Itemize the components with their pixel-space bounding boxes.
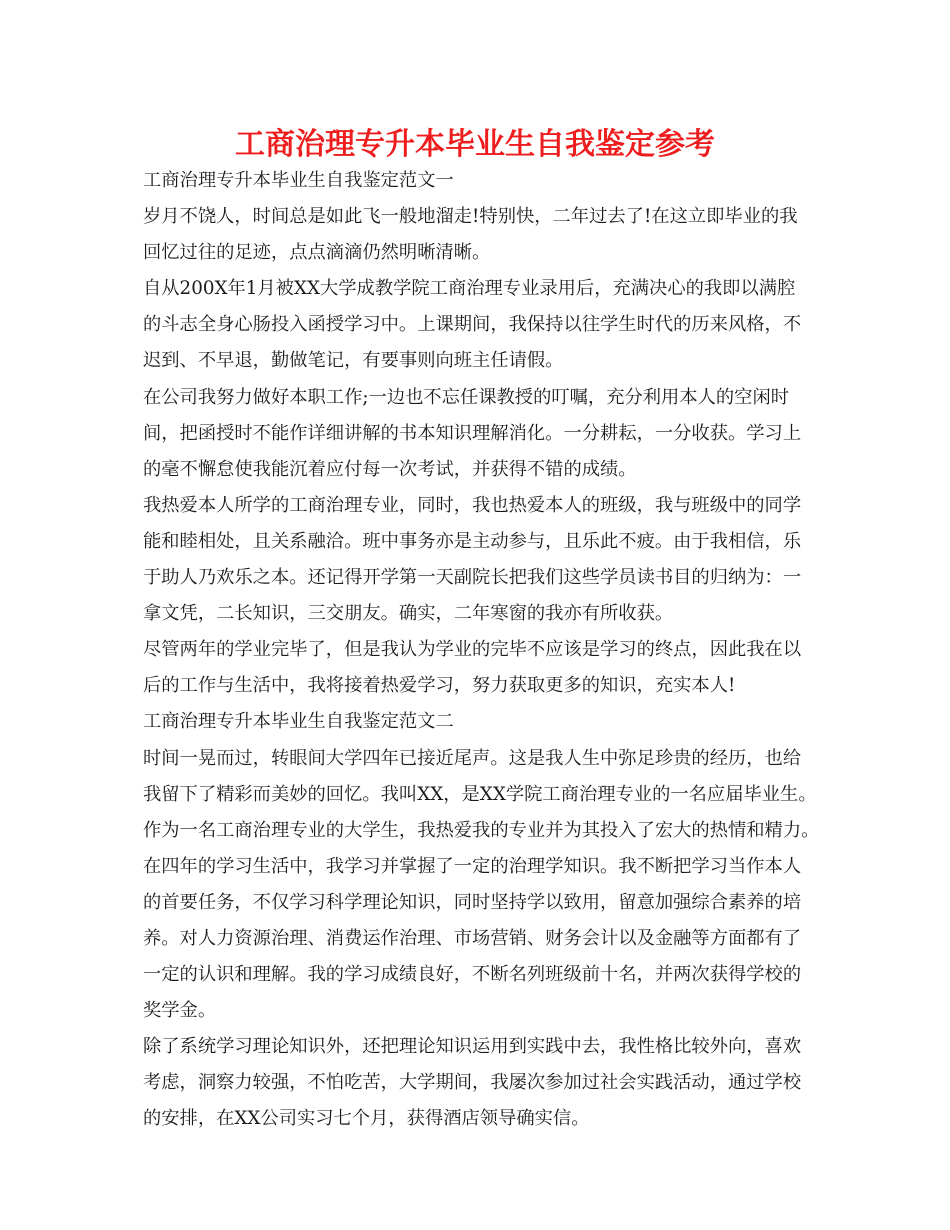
text-line: 作为一名工商治理专业的大学生，我热爱我的专业并为其投入了宏大的热情和精力。 — [143, 819, 820, 841]
text-line: 自从200X年1月被XX大学成教学院工商治理专业录用后，充满决心的我即以满腔 — [143, 278, 796, 300]
text-line: 的安排，在XX公司实习七个月，获得酒店领导确实信。 — [143, 1108, 590, 1130]
text-line: 迟到、不早退，勤做笔记，有要事则向班主任请假。 — [143, 350, 564, 372]
text-line: 在四年的学习生活中，我学习并掌握了一定的治理学知识。我不断把学习当作本人 — [143, 855, 802, 877]
section-heading-1: 工商治理专升本毕业生自我鉴定范文一 — [143, 170, 454, 191]
document-title: 工商治理专升本毕业生自我鉴定参考 — [235, 127, 715, 162]
text-line: 考虑，洞察力较强，不怕吃苦，大学期间，我屡次参加过社会实践活动，通过学校 — [143, 1072, 802, 1094]
text-line: 尽管两年的学业完毕了，但是我认为学业的完毕不应该是学习的终点，因此我在以 — [143, 639, 802, 661]
text-line: 的毫不懈怠使我能沉着应付每一次考试，并获得不错的成绩。 — [143, 458, 637, 480]
text-line: 间，把函授时不能作详细讲解的书本知识理解消化。一分耕耘，一分收获。学习上 — [143, 422, 802, 444]
text-line: 岁月不饶人，时间总是如此飞一般地溜走!特别快，二年过去了!在这立即毕业的我 — [143, 206, 798, 228]
text-line: 我热爱本人所学的工商治理专业，同时，我也热爱本人的班级，我与班级中的同学 — [143, 494, 802, 516]
section-heading-2: 工商治理专升本毕业生自我鉴定范文二 — [143, 711, 454, 733]
text-line: 奖学金。 — [143, 1000, 217, 1022]
text-line: 于助人乃欢乐之本。还记得开学第一天副院长把我们这些学员读书目的归纳为：一 — [143, 567, 802, 589]
text-line: 除了系统学习理论知识外，还把理论知识运用到实践中去，我性格比较外向，喜欢 — [143, 1036, 802, 1058]
text-line: 养。对人力资源治理、消费运作治理、市场营销、财务会计以及金融等方面都有了 — [143, 927, 802, 949]
text-line: 能和睦相处，且关系融洽。班中事务亦是主动参与，且乐此不疲。由于我相信，乐 — [143, 530, 802, 552]
text-line: 拿文凭，二长知识，三交朋友。确实，二年寒窗的我亦有所收获。 — [143, 603, 674, 625]
text-line: 后的工作与生活中，我将接着热爱学习，努力获取更多的知识，充实本人! — [143, 675, 736, 697]
text-line: 时间一晃而过，转眼间大学四年已接近尾声。这是我人生中弥足珍贵的经历，也给 — [143, 747, 802, 769]
text-line: 在公司我努力做好本职工作;一边也不忘任课教授的叮嘱，充分利用本人的空闲时 — [143, 386, 790, 408]
text-line: 的首要任务，不仅学习科学理论知识，同时坚持学以致用，留意加强综合素养的培 — [143, 891, 802, 913]
text-line: 我留下了精彩而美妙的回忆。我叫XX，是XX学院工商治理专业的一名应届毕业生。 — [143, 783, 817, 805]
text-line: 回忆过往的足迹，点点滴滴仍然明晰清晰。 — [143, 242, 491, 264]
document-body — [143, 163, 833, 1138]
text-line: 一定的认识和理解。我的学习成绩良好，不断名列班级前十名，并两次获得学校的 — [143, 964, 802, 986]
text-line: 的斗志全身心肠投入函授学习中。上课期间，我保持以往学生时代的历来风格，不 — [143, 314, 802, 336]
